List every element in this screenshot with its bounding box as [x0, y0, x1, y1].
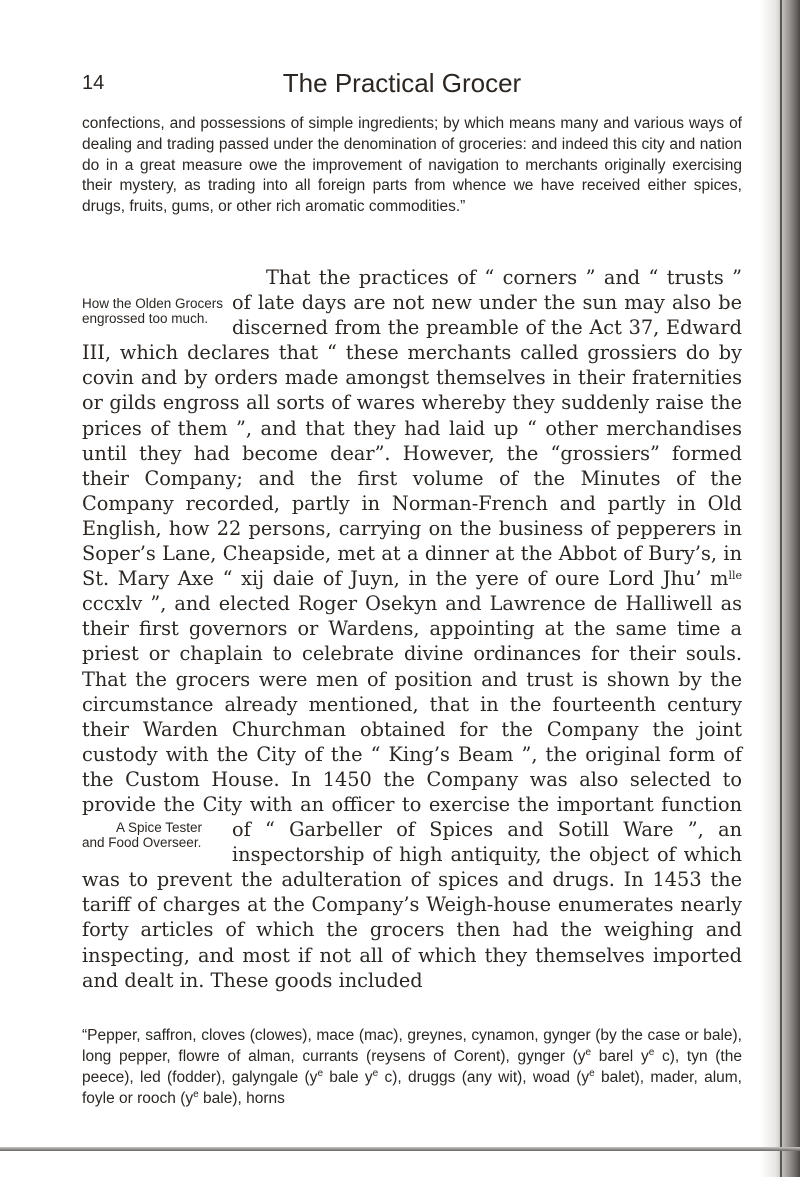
page-header [82, 68, 722, 102]
superscript-e: e [317, 1068, 323, 1079]
superscript-e: e [372, 1068, 379, 1079]
goods-text-7: bale), horns [198, 1090, 285, 1107]
bottom-rule [0, 1147, 800, 1151]
body-text-part2b: function of “ Garbeller of Spices and Sotill Ware ”, an inspectorship of high antiquity, the object of which was to prevent the adulteration of spices and drugs. In 1453 the tariff of charges at the Company’s Weigh-house enumerates nearly forty articles of which the grocers then had the weighing and inspecting, and most if not all of which they themselves imported and dealt in. These goods included [82, 792, 742, 992]
body-paragraph [82, 265, 742, 993]
goods-text-4: bale y [323, 1069, 373, 1086]
goods-text-1: “Pepper, saffron, cloves (clowes), mace (mac), greynes, cynamon, gynger (by the case or bale), long pepper, flowre of alman, currants (reysens of Corent), gynger (y [82, 1027, 742, 1065]
superscript-e: e [648, 1047, 655, 1058]
quote-opening: confections, and possessions of simple ingredients; by which means many and various ways of dealing and trading passed under the denomination of groceries: and indeed this city and nation do in a great measure owe the improvement of navigation to merchants originally exercising their mystery, as trading into all foreign parts from whence we have received either spices, drugs, fruits, gums, or other rich aromatic commodities.” [82, 115, 742, 216]
superscript-e: e [585, 1047, 592, 1058]
goods-text-5: c), druggs (any wit), woad (y [378, 1069, 590, 1086]
goods-text-3: c), tyn (the peece), led (fodder), galyngale (y [82, 1048, 742, 1086]
superscript-e: e [193, 1089, 199, 1100]
side-note-spice-tester: A Spice Tester and Food Overseer. [82, 820, 203, 851]
goods-text-2: barel y [591, 1048, 649, 1065]
page-edge-line [780, 0, 782, 1177]
superscript-lle: lle [728, 569, 742, 583]
superscript-e: e [589, 1068, 595, 1079]
main-body [82, 265, 742, 993]
body-text-part1: That the practices of “ corners ” and “ trusts ” of late days are not new under the sun may also be discerned from the preamble of the Act 37, Edward III, which declares that “ these merchants called grossiers do by covin and by orders made amongst themselves in their fraternities or gilds engross all sorts of wares whereby they suddenly raise the prices of them ”, and that they had laid up “ other merchandises until they had become dear”. However, the “grossiers” formed their Company; and the first volume of the Minutes of the Company recorded, partly in Norman-French and partly in Old English, how 22 persons, carrying on the business of pepperers in Soper’s Lane, Cheapside, met at a dinner at the Abbot of Bury’s, in St. Mary Axe “ xij daie of Juyn, in the yere of oure Lord Jhu’ m [82, 266, 742, 591]
side-note-olden-grocers: How the Olden Grocers engrossed too much. [82, 296, 224, 326]
body-text-part2a: cccxlv ”, and elected Roger Osekyn and Lawrence de Halliwell as their first governors or Wardens, appointing at the same time a priest or chaplain to celebrate divine ordinances for their souls. That the grocers were men of position and trust is shown by the circumstance already mentioned, that in the fourteenth century their Warden Churchman obtained for the Company the joint custody with the City of the “ King’s Beam ”, the original form of the Custom House. In 1450 the Company was also selected to provide the City with an officer to exercise the important [82, 592, 742, 816]
running-title: The Practical Grocer [282, 68, 522, 98]
page-number: 14 [82, 72, 105, 94]
body-text-part2 [82, 592, 742, 991]
quote-goods-list [82, 1025, 742, 1109]
goods-text-6: balet), mader, alum, foyle or rooch (y [82, 1069, 742, 1107]
